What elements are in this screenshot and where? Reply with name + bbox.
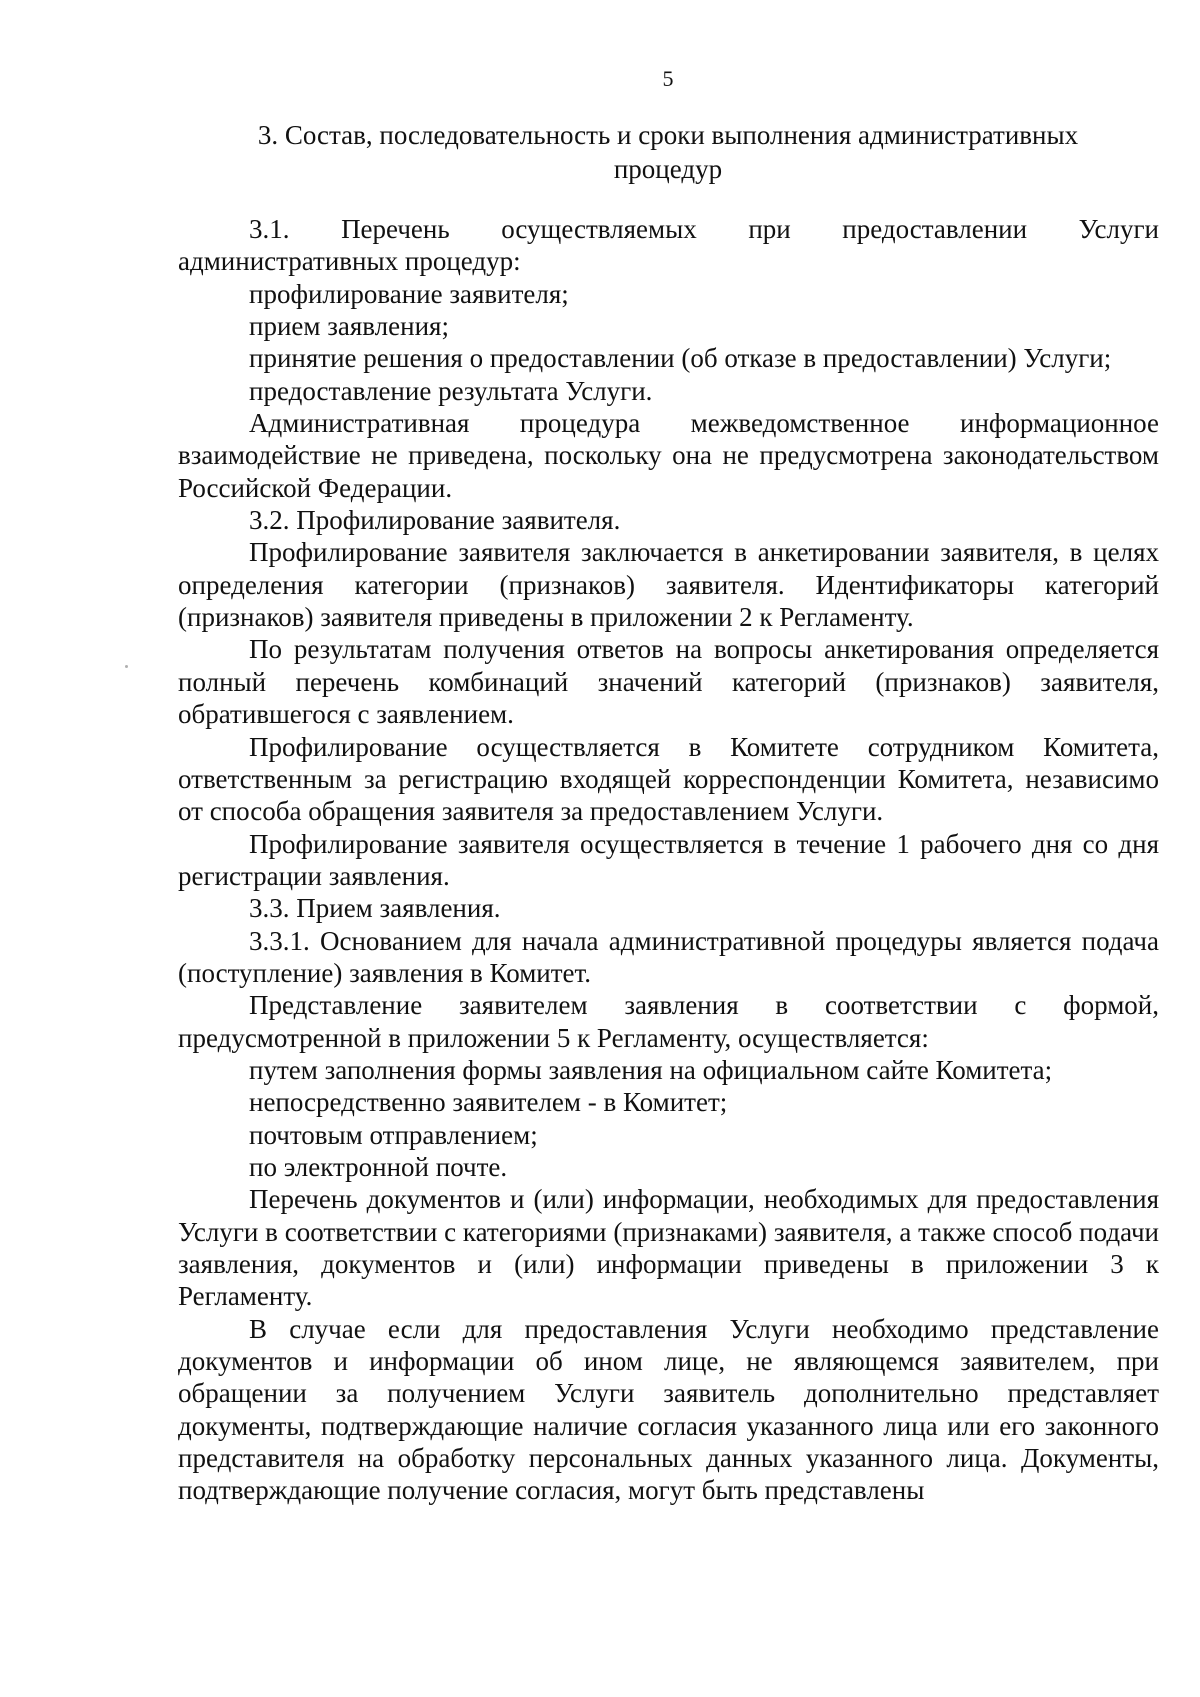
paragraph: профилирование заявителя;	[249, 278, 569, 309]
paragraph: по электронной почте.	[249, 1151, 508, 1182]
paragraph: предоставление результата Услуги.	[249, 375, 653, 406]
paragraph: В случае если для предоставления Услуги необходимо представление документов и информации об ином лице, не являющемся заявителем, при обращении за получением Услуги заявитель дополнительно представляет документы, подтверждающие наличие согласия указанного лица или его законного представителя на обработку персональных данных указанного лица. Документы, подтверждающие получение согласия, могут быть представлены	[178, 1313, 1159, 1506]
paragraph: 3.1. Перечень осуществляемых при предоставлении Услуги административных процедур:	[178, 214, 1159, 277]
paragraph: Профилирование осуществляется в Комитете сотрудником Комитета, ответственным за регистрацию входящей корреспонденции Комитета, независимо от способа обращения заявителя за предоставлением Услуги.	[178, 731, 1159, 827]
paragraph: непосредственно заявителем - в Комитет;	[249, 1087, 728, 1118]
paragraph: 3.3.1. Основанием для начала административной процедуры является подача (поступление) заявления в Комитет.	[178, 925, 1159, 988]
paragraph: почтовым отправлением;	[249, 1119, 538, 1150]
page-number: 5	[662, 66, 674, 91]
section-heading-line: процедур	[613, 154, 723, 184]
section-heading	[178, 118, 1158, 186]
paragraph: принятие решения о предоставлении (об отказе в предоставлении) Услуги;	[249, 343, 1112, 374]
scan-speck	[125, 665, 128, 668]
paragraph: 3.3. Прием заявления.	[249, 893, 501, 924]
paragraph: Перечень документов и (или) информации, необходимых для предоставления Услуги в соответствии с категориями (признаками) заявителя, а также способ подачи заявления, документов и (или) информации приведены в приложении 3 к Регламенту.	[178, 1184, 1159, 1312]
paragraph: 3.2. Профилирование заявителя.	[249, 505, 621, 536]
document-body	[178, 213, 1159, 1507]
paragraph: Профилирование заявителя осуществляется в течение 1 рабочего дня со дня регистрации заявления.	[178, 828, 1159, 891]
paragraph: Профилирование заявителя заключается в анкетировании заявителя, в целях определения категории (признаков) заявителя. Идентификаторы категорий (признаков) заявителя приведены в приложении 2 к Регламенту.	[178, 537, 1159, 633]
paragraph: По результатам получения ответов на вопросы анкетирования определяется полный перечень комбинаций значений категорий (признаков) заявителя, обратившегося с заявлением.	[178, 634, 1159, 730]
paragraph: путем заполнения формы заявления на официальном сайте Комитета;	[249, 1054, 1053, 1085]
paragraph: Административная процедура межведомственное информационное взаимодействие не приведена, поскольку она не предусмотрена законодательством Российской Федерации.	[178, 408, 1159, 503]
section-heading-line: 3. Состав, последовательность и сроки выполнения административных	[257, 120, 1079, 150]
paragraph: Представление заявителем заявления в соответствии с формой, предусмотренной в приложении 5 к Регламенту, осуществляется:	[178, 990, 1159, 1053]
paragraph: прием заявления;	[249, 311, 449, 342]
